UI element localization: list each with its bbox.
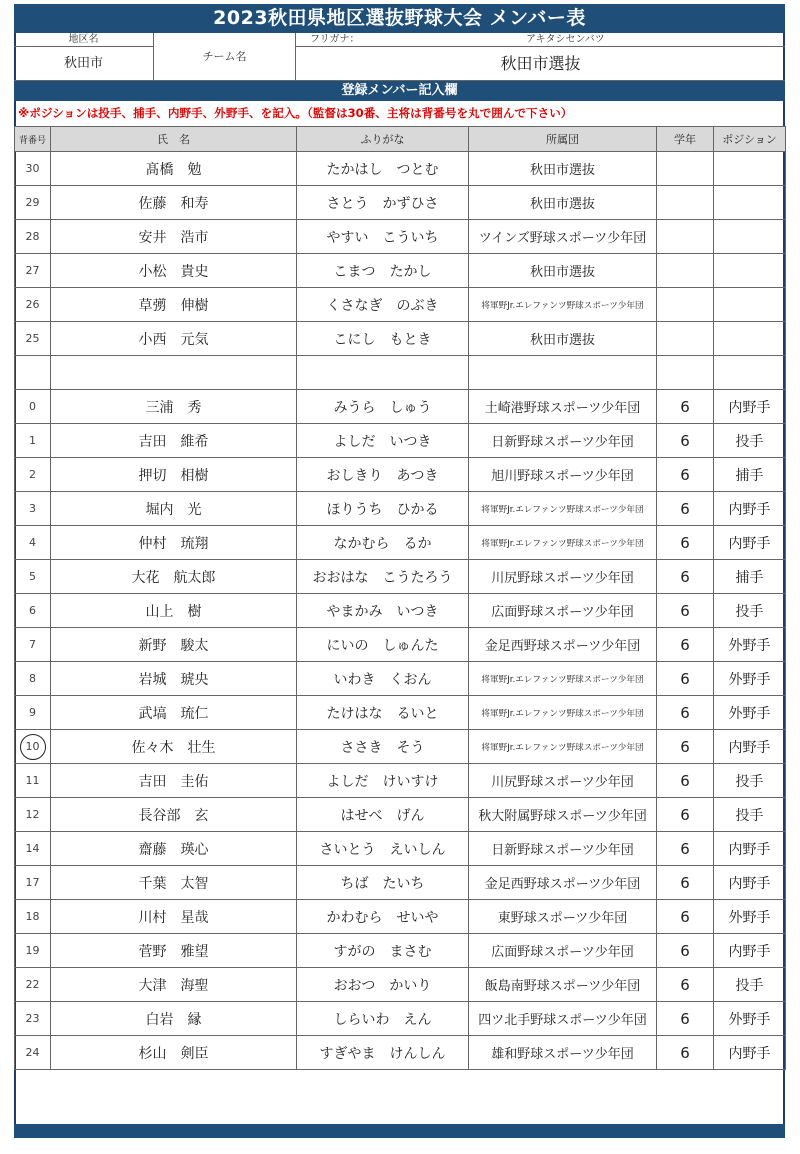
table-row xyxy=(15,628,786,662)
col-header-position: ポジション xyxy=(714,127,786,152)
furigana-cell: なかむら るか xyxy=(297,526,469,560)
club-cell: 土崎港野球スポーツ少年団 xyxy=(469,390,657,424)
captain-circle: 10 xyxy=(20,734,46,760)
player-name-cell: 吉田 圭佑 xyxy=(51,764,297,798)
table-row xyxy=(15,764,786,798)
player-name-cell: 堀内 光 xyxy=(51,492,297,526)
player-name-cell: 杉山 剣臣 xyxy=(51,1036,297,1070)
position-cell: 投手 xyxy=(714,798,786,832)
table-row xyxy=(15,696,786,730)
player-name-cell: 仲村 琉翔 xyxy=(51,526,297,560)
table-row xyxy=(15,934,786,968)
table-row xyxy=(15,730,786,764)
position-cell: 投手 xyxy=(714,968,786,1002)
furigana-cell: はせべ げん xyxy=(297,798,469,832)
col-header-furigana: ふりがな xyxy=(297,127,469,152)
player-name-cell: 長谷部 玄 xyxy=(51,798,297,832)
position-cell xyxy=(714,322,786,356)
furigana-cell: くさなぎ のぶき xyxy=(297,288,469,322)
position-cell: 外野手 xyxy=(714,696,786,730)
player-name-cell: 齋藤 瑛心 xyxy=(51,832,297,866)
furigana-label: フリガナ： xyxy=(310,34,360,45)
team-name-label: チーム名 xyxy=(154,33,296,81)
jersey-number-cell: 14 xyxy=(15,832,51,866)
player-name-cell: 髙橋 勉 xyxy=(51,152,297,186)
player-name-cell: 山上 樹 xyxy=(51,594,297,628)
section-title: 登録メンバー記入欄 xyxy=(14,81,785,101)
club-cell: 川尻野球スポーツ少年団 xyxy=(469,560,657,594)
player-name-cell: 押切 相樹 xyxy=(51,458,297,492)
player-name-cell: 菅野 雅望 xyxy=(51,934,297,968)
table-row xyxy=(15,390,786,424)
district-value: 秋田市 xyxy=(14,47,154,81)
furigana-cell: やすい こういち xyxy=(297,220,469,254)
club-cell: 秋田市選抜 xyxy=(469,186,657,220)
grade-cell xyxy=(657,322,714,356)
player-name-cell: 安井 浩市 xyxy=(51,220,297,254)
grade-cell: 6 xyxy=(657,866,714,900)
player-name-cell: 草彅 伸樹 xyxy=(51,288,297,322)
instruction-note: ※ポジションは投手、捕手、内野手、外野手、を記入。（監督は30番、主将は背番号を丸で囲んで下さい） xyxy=(18,106,573,120)
team-name-value: 秋田市選抜 xyxy=(296,47,785,81)
club-cell: 広面野球スポーツ少年団 xyxy=(469,934,657,968)
table-row xyxy=(15,220,786,254)
club-cell: 秋田市選抜 xyxy=(469,322,657,356)
club-cell: 金足西野球スポーツ少年団 xyxy=(469,866,657,900)
furigana-cell: ちば たいち xyxy=(297,866,469,900)
jersey-number-cell: 7 xyxy=(15,628,51,662)
jersey-number-cell: 0 xyxy=(15,390,51,424)
jersey-number-cell: 9 xyxy=(15,696,51,730)
player-name-cell: 白岩 縁 xyxy=(51,1002,297,1036)
grade-cell: 6 xyxy=(657,696,714,730)
position-cell xyxy=(714,288,786,322)
table-row xyxy=(15,662,786,696)
club-cell xyxy=(469,356,657,390)
grade-cell xyxy=(657,186,714,220)
grade-cell: 6 xyxy=(657,832,714,866)
club-cell: 金足西野球スポーツ少年団 xyxy=(469,628,657,662)
table-row xyxy=(15,492,786,526)
furigana-cell: いわき くおん xyxy=(297,662,469,696)
furigana-cell: さいとう えいしん xyxy=(297,832,469,866)
player-name-cell: 三浦 秀 xyxy=(51,390,297,424)
club-cell: 日新野球スポーツ少年団 xyxy=(469,424,657,458)
club-cell: 飯島南野球スポーツ少年団 xyxy=(469,968,657,1002)
position-cell: 投手 xyxy=(714,424,786,458)
club-cell: 川尻野球スポーツ少年団 xyxy=(469,764,657,798)
furigana-cell: ささき そう xyxy=(297,730,469,764)
club-cell: 秋大附属野球スポーツ少年団 xyxy=(469,798,657,832)
club-cell: ツインズ野球スポーツ少年団 xyxy=(469,220,657,254)
player-name-cell: 新野 駿太 xyxy=(51,628,297,662)
position-cell: 内野手 xyxy=(714,832,786,866)
grade-cell: 6 xyxy=(657,1002,714,1036)
table-row xyxy=(15,152,786,186)
table-row xyxy=(15,594,786,628)
furigana-cell: たけはな るいと xyxy=(297,696,469,730)
table-row xyxy=(15,356,786,390)
furigana-cell: さとう かずひさ xyxy=(297,186,469,220)
furigana-cell: かわむら せいや xyxy=(297,900,469,934)
club-cell: 将軍野Jr.エレファンツ野球スポーツ少年団 xyxy=(469,662,657,696)
position-cell: 外野手 xyxy=(714,662,786,696)
position-cell: 内野手 xyxy=(714,492,786,526)
jersey-number-cell: 28 xyxy=(15,220,51,254)
position-cell xyxy=(714,152,786,186)
jersey-number-cell: 25 xyxy=(15,322,51,356)
furigana-cell: よしだ いつき xyxy=(297,424,469,458)
furigana-cell: しらいわ えん xyxy=(297,1002,469,1036)
position-cell: 外野手 xyxy=(714,1002,786,1036)
position-cell: 捕手 xyxy=(714,560,786,594)
table-row xyxy=(15,288,786,322)
table-row xyxy=(15,832,786,866)
player-name-cell: 吉田 維希 xyxy=(51,424,297,458)
jersey-number-cell: 30 xyxy=(15,152,51,186)
club-cell: 秋田市選抜 xyxy=(469,152,657,186)
grade-cell: 6 xyxy=(657,458,714,492)
grade-cell: 6 xyxy=(657,492,714,526)
grade-cell: 6 xyxy=(657,390,714,424)
grade-cell xyxy=(657,254,714,288)
club-cell: 将軍野Jr.エレファンツ野球スポーツ少年団 xyxy=(469,730,657,764)
position-cell xyxy=(714,254,786,288)
furigana-cell: にいの しゅんた xyxy=(297,628,469,662)
furigana-cell: おおはな こうたろう xyxy=(297,560,469,594)
jersey-number-cell: 19 xyxy=(15,934,51,968)
furigana-cell: たかはし つとむ xyxy=(297,152,469,186)
grade-cell: 6 xyxy=(657,1036,714,1070)
player-name-cell: 佐々木 壮生 xyxy=(51,730,297,764)
club-cell: 将軍野Jr.エレファンツ野球スポーツ少年団 xyxy=(469,492,657,526)
club-cell: 広面野球スポーツ少年団 xyxy=(469,594,657,628)
club-cell: 雄和野球スポーツ少年団 xyxy=(469,1036,657,1070)
position-cell xyxy=(714,356,786,390)
col-header-grade: 学年 xyxy=(657,127,714,152)
grade-cell: 6 xyxy=(657,662,714,696)
jersey-number-cell: 6 xyxy=(15,594,51,628)
grade-cell: 6 xyxy=(657,424,714,458)
page-title: 2023秋田県地区選抜野球大会 メンバー表 xyxy=(14,4,785,33)
table-row xyxy=(15,254,786,288)
furigana-cell: おおつ かいり xyxy=(297,968,469,1002)
furigana-cell: みうら しゅう xyxy=(297,390,469,424)
team-furigana: アキタシセンバツ xyxy=(526,34,605,45)
position-cell: 内野手 xyxy=(714,866,786,900)
grade-cell xyxy=(657,356,714,390)
jersey-number-cell: 4 xyxy=(15,526,51,560)
jersey-number-cell xyxy=(15,730,51,764)
table-row xyxy=(15,526,786,560)
jersey-number-cell: 1 xyxy=(15,424,51,458)
player-name-cell: 千葉 太智 xyxy=(51,866,297,900)
bottom-bar xyxy=(14,1124,785,1138)
position-cell: 外野手 xyxy=(714,628,786,662)
jersey-number-cell: 27 xyxy=(15,254,51,288)
grade-cell: 6 xyxy=(657,764,714,798)
grade-cell: 6 xyxy=(657,798,714,832)
furigana-cell: すがの まさむ xyxy=(297,934,469,968)
table-row xyxy=(15,798,786,832)
furigana-cell: こまつ たかし xyxy=(297,254,469,288)
grade-cell: 6 xyxy=(657,594,714,628)
grade-cell: 6 xyxy=(657,560,714,594)
team-info-block xyxy=(14,33,785,81)
col-header-name: 氏 名 xyxy=(51,127,297,152)
position-cell xyxy=(714,220,786,254)
furigana-row xyxy=(296,33,785,47)
table-header-row xyxy=(15,127,786,152)
jersey-number-cell: 24 xyxy=(15,1036,51,1070)
table-row xyxy=(15,1002,786,1036)
player-name-cell: 小西 元気 xyxy=(51,322,297,356)
jersey-number-cell: 2 xyxy=(15,458,51,492)
position-cell: 外野手 xyxy=(714,900,786,934)
furigana-cell: すぎやま けんしん xyxy=(297,1036,469,1070)
position-cell: 内野手 xyxy=(714,1036,786,1070)
grade-cell: 6 xyxy=(657,628,714,662)
jersey-number-cell: 18 xyxy=(15,900,51,934)
member-table xyxy=(14,126,786,1070)
blank-footer-area xyxy=(14,1072,785,1124)
table-row xyxy=(15,900,786,934)
table-row xyxy=(15,424,786,458)
jersey-number-cell: 26 xyxy=(15,288,51,322)
player-name-cell: 川村 星哉 xyxy=(51,900,297,934)
player-name-cell: 岩城 琥央 xyxy=(51,662,297,696)
club-cell: 四ツ北手野球スポーツ少年団 xyxy=(469,1002,657,1036)
grade-cell: 6 xyxy=(657,968,714,1002)
club-cell: 将軍野Jr.エレファンツ野球スポーツ少年団 xyxy=(469,288,657,322)
jersey-number-cell: 12 xyxy=(15,798,51,832)
col-header-club: 所属団 xyxy=(469,127,657,152)
club-cell: 将軍野Jr.エレファンツ野球スポーツ少年団 xyxy=(469,526,657,560)
grade-cell xyxy=(657,288,714,322)
table-row xyxy=(15,322,786,356)
furigana-cell: やまかみ いつき xyxy=(297,594,469,628)
grade-cell xyxy=(657,152,714,186)
jersey-number-cell: 23 xyxy=(15,1002,51,1036)
furigana-cell: ほりうち ひかる xyxy=(297,492,469,526)
grade-cell: 6 xyxy=(657,934,714,968)
grade-cell: 6 xyxy=(657,730,714,764)
table-row xyxy=(15,866,786,900)
table-row xyxy=(15,560,786,594)
furigana-cell xyxy=(297,356,469,390)
jersey-number-cell: 3 xyxy=(15,492,51,526)
club-cell: 秋田市選抜 xyxy=(469,254,657,288)
player-name-cell xyxy=(51,356,297,390)
club-cell: 東野球スポーツ少年団 xyxy=(469,900,657,934)
district-label: 地区名 xyxy=(14,33,154,47)
grade-cell: 6 xyxy=(657,900,714,934)
grade-cell xyxy=(657,220,714,254)
club-cell: 旭川野球スポーツ少年団 xyxy=(469,458,657,492)
player-name-cell: 大津 海聖 xyxy=(51,968,297,1002)
player-name-cell: 武塙 琉仁 xyxy=(51,696,297,730)
club-cell: 日新野球スポーツ少年団 xyxy=(469,832,657,866)
table-body xyxy=(15,152,786,1070)
player-name-cell: 小松 貴史 xyxy=(51,254,297,288)
furigana-cell: こにし もとき xyxy=(297,322,469,356)
player-name-cell: 佐藤 和寿 xyxy=(51,186,297,220)
position-cell: 内野手 xyxy=(714,526,786,560)
jersey-number-cell: 8 xyxy=(15,662,51,696)
position-cell: 投手 xyxy=(714,764,786,798)
position-cell xyxy=(714,186,786,220)
jersey-number-cell xyxy=(15,356,51,390)
table-row xyxy=(15,968,786,1002)
table-row xyxy=(15,186,786,220)
table-row xyxy=(15,1036,786,1070)
position-cell: 内野手 xyxy=(714,730,786,764)
position-cell: 捕手 xyxy=(714,458,786,492)
furigana-cell: よしだ けいすけ xyxy=(297,764,469,798)
jersey-number-cell: 5 xyxy=(15,560,51,594)
jersey-number-cell: 22 xyxy=(15,968,51,1002)
jersey-number-cell: 29 xyxy=(15,186,51,220)
position-cell: 内野手 xyxy=(714,934,786,968)
col-header-number: 背番号 xyxy=(15,127,51,152)
position-cell: 投手 xyxy=(714,594,786,628)
jersey-number-cell: 11 xyxy=(15,764,51,798)
player-name-cell: 大花 航太郎 xyxy=(51,560,297,594)
grade-cell: 6 xyxy=(657,526,714,560)
position-cell: 内野手 xyxy=(714,390,786,424)
furigana-cell: おしきり あつき xyxy=(297,458,469,492)
jersey-number-cell: 17 xyxy=(15,866,51,900)
club-cell: 将軍野Jr.エレファンツ野球スポーツ少年団 xyxy=(469,696,657,730)
table-row xyxy=(15,458,786,492)
